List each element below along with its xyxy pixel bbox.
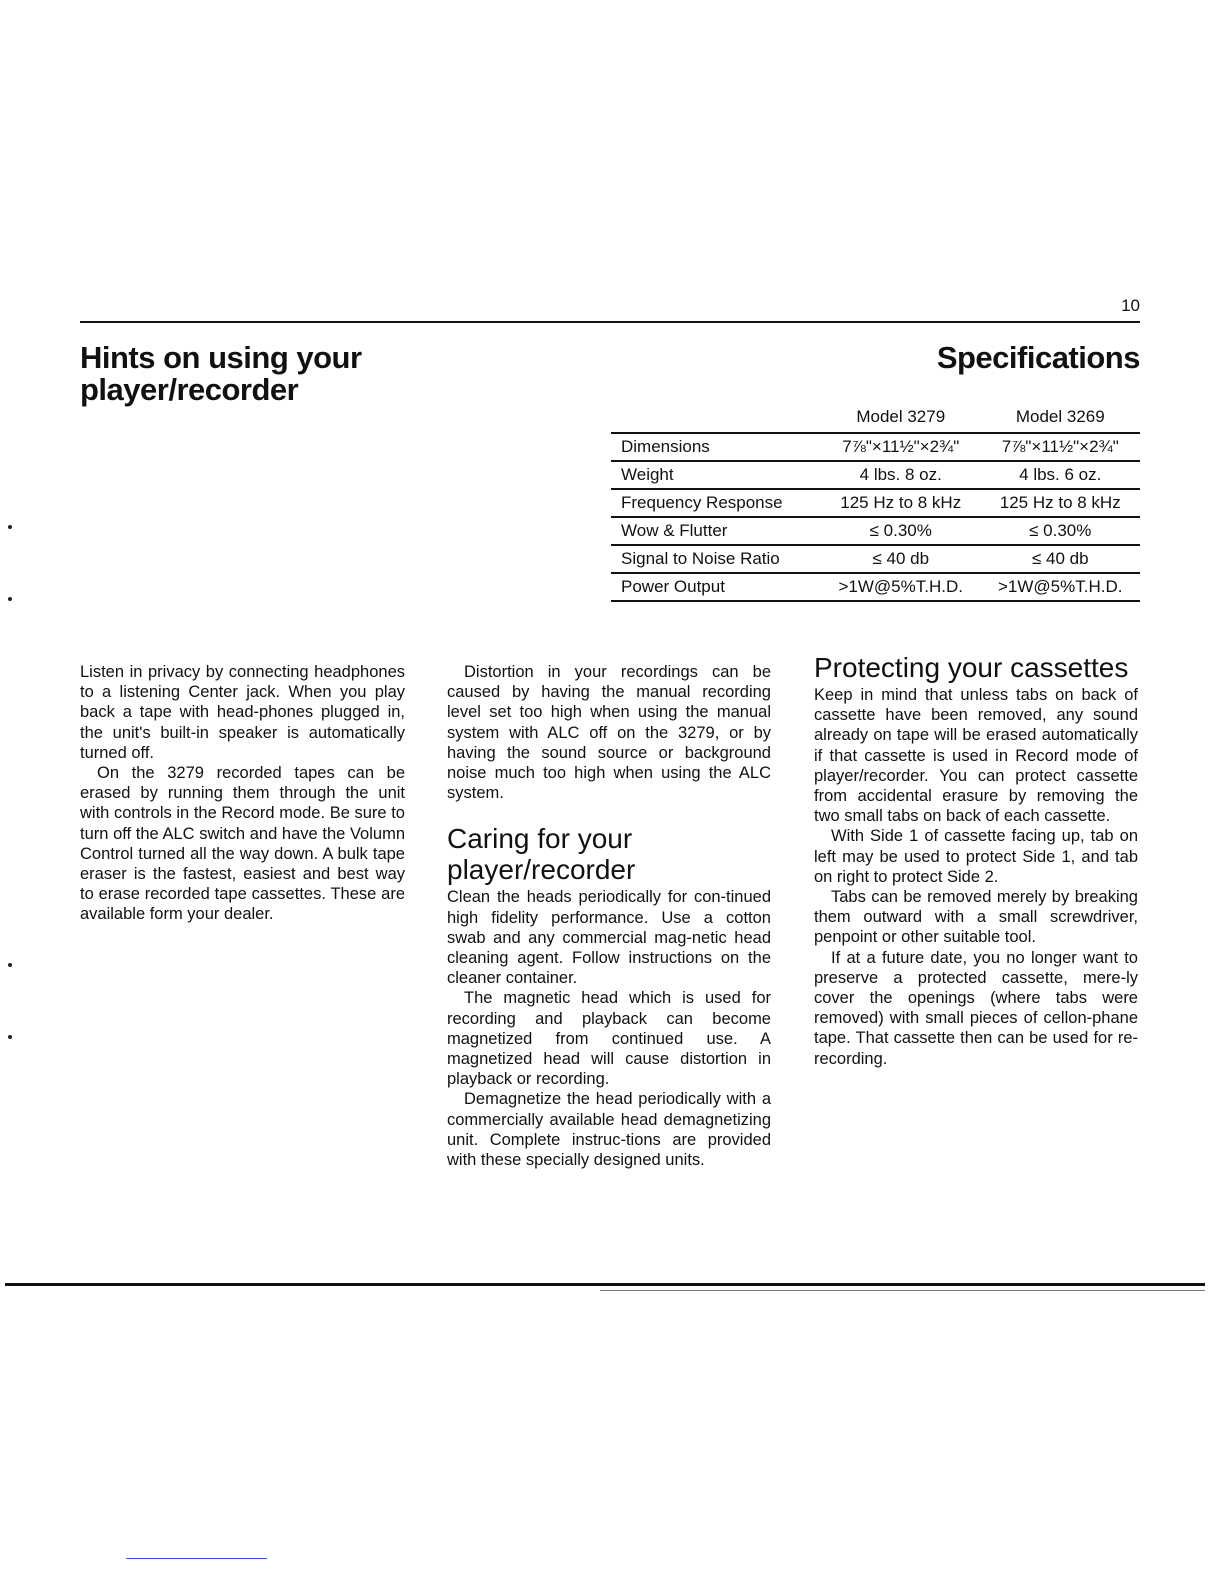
spec-row <box>611 545 1140 573</box>
spec-value: 125 Hz to 8 kHz <box>981 489 1141 517</box>
spec-label: Weight <box>611 461 821 489</box>
spec-value: ≤ 40 db <box>821 545 981 573</box>
top-rule <box>80 321 1140 323</box>
protecting-paragraph: Tabs can be removed merely by breaking them outward with a small screwdriver, penpoint or other suitable tool. <box>814 888 1138 947</box>
spec-value: ≤ 0.30% <box>821 517 981 545</box>
spec-value: 4 lbs. 8 oz. <box>821 461 981 489</box>
protecting-paragraph: If at a future date, you no longer want to preserve a protected cassette, mere-ly cover the openings (where tabs were removed) with small pieces of cellon-phane tape. That cassette then can be used for re-recording. <box>814 948 1138 1068</box>
spec-label: Frequency Response <box>611 489 821 517</box>
spec-value: >1W@5%T.H.D. <box>821 573 981 601</box>
specifications-title: Specifications <box>936 340 1140 375</box>
caring-paragraph: Demagnetize the head periodically with a commercially available head demagnetizing unit. Complete instruc-tions are provided with these specially designed units. <box>447 1090 771 1170</box>
hints-paragraph: On the 3279 recorded tapes can be erased by running them through the unit with controls in the Record mode. Be sure to turn off the ALC switch and have the Volumn Control turned all the way down. A bulk tape eraser is the fastest, easiest and best way to erase recorded tape cassettes. These are available form your dealer. <box>80 764 405 924</box>
spec-row <box>611 489 1140 517</box>
protecting-paragraph: Keep in mind that unless tabs on back of cassette have been removed, any sound already on tape will be erased automatically if that cassette is used in Record mode of player/recorder. You can protect cassette from accidental erasure by removing the two small tabs on back of each cassette. <box>814 686 1138 826</box>
margin-mark <box>8 1035 12 1039</box>
spec-row <box>611 573 1140 601</box>
spec-header-model-3269: Model 3269 <box>1015 407 1105 426</box>
spec-value: 125 Hz to 8 kHz <box>821 489 981 517</box>
page-number: 10 <box>1121 296 1140 315</box>
spec-value: >1W@5%T.H.D. <box>981 573 1141 601</box>
spec-value: 4 lbs. 6 oz. <box>981 461 1141 489</box>
middle-column <box>447 662 771 1170</box>
margin-mark <box>8 525 12 529</box>
protecting-paragraph: With Side 1 of cassette facing up, tab on left may be used to protect Side 1, and tab on right to protect Side 2. <box>814 827 1138 886</box>
spec-value: 7⅞"×11½"×2¾" <box>821 433 981 461</box>
margin-mark <box>8 963 12 967</box>
spec-header-model-3279: Model 3279 <box>856 407 946 426</box>
spec-row <box>611 517 1140 545</box>
margin-mark <box>8 597 12 601</box>
caring-title: Caring for your player/recorder <box>447 823 636 886</box>
spec-row <box>611 461 1140 489</box>
spec-value: 7⅞"×11½"×2¾" <box>981 433 1141 461</box>
spec-value: ≤ 40 db <box>981 545 1141 573</box>
spec-label: Dimensions <box>611 433 821 461</box>
spec-label: Wow & Flutter <box>611 517 821 545</box>
hints-paragraph: Listen in privacy by connecting headphones to a listening Center jack. When you play back a tape with head-phones plugged in, the unit's built-in speaker is automatically turned off. <box>80 663 405 762</box>
spec-label: Power Output <box>611 573 821 601</box>
protecting-column <box>814 652 1138 1069</box>
caring-paragraph: The magnetic head which is used for recording and playback can become magnetized from continued use. A magnetized head will cause distortion in playback or recording. <box>447 989 771 1089</box>
hints-column <box>80 662 405 925</box>
specifications-table <box>611 406 1140 602</box>
bottom-rule-thin <box>600 1290 1205 1291</box>
spec-header-row <box>611 406 1140 433</box>
caring-paragraph: Clean the heads periodically for con-tinued high fidelity performance. Use a cotton swab and any commercial mag-netic head cleaning agent. Follow instructions on the cleaner container. <box>447 888 771 988</box>
spec-label: Signal to Noise Ratio <box>611 545 821 573</box>
bottom-rule <box>5 1283 1205 1286</box>
distortion-paragraph: Distortion in your recordings can be caused by having the manual recording level set too high when using the manual system with ALC off on the 3279, or by having the sound source or background noise much too high when using the ALC system. <box>447 663 771 803</box>
spec-value: ≤ 0.30% <box>981 517 1141 545</box>
spec-header-blank <box>611 406 821 433</box>
bottom-blue-line <box>126 1558 267 1559</box>
protecting-title: Protecting your cassettes <box>814 652 1129 683</box>
hints-title: Hints on using your player/recorder <box>80 340 362 407</box>
spec-row <box>611 433 1140 461</box>
